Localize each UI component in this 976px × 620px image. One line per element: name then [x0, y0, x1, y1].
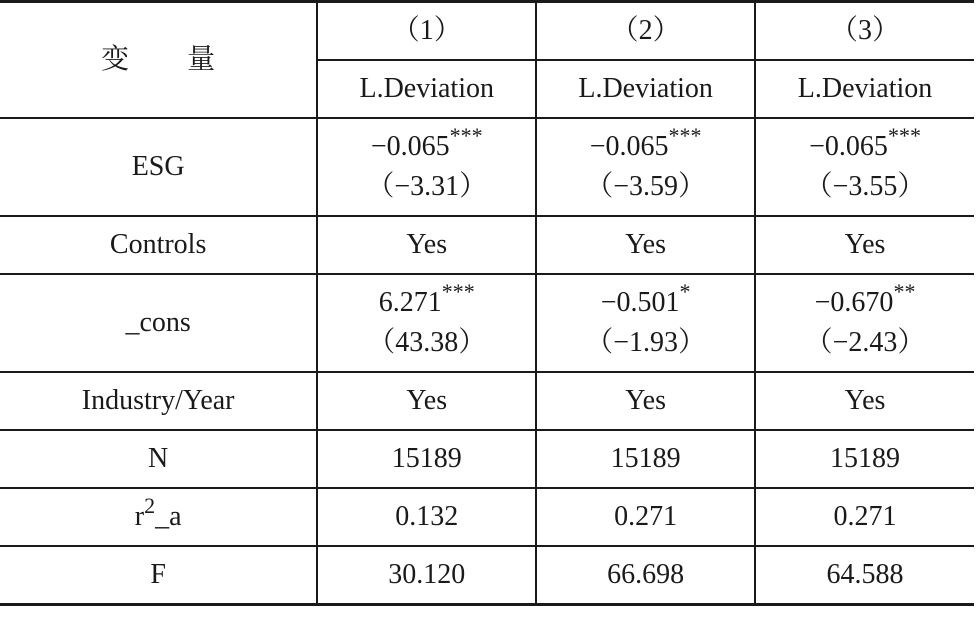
r2a-value-2: 0.271 [536, 488, 755, 546]
esg-stars-1: *** [449, 122, 483, 148]
row-label-controls: Controls [0, 216, 317, 274]
cons-coef-1: 6.271 [378, 287, 442, 318]
esg-stars-3: *** [887, 122, 921, 148]
f-value-1: 30.120 [317, 546, 536, 605]
r2a-value-1: 0.132 [317, 488, 536, 546]
cons-cell-2 [536, 274, 755, 372]
cons-stars-2: * [679, 278, 691, 304]
cons-tstat-3: （−2.43） [804, 327, 926, 358]
cons-tstat-1: （43.38） [367, 327, 487, 358]
row-label-r2a [0, 488, 317, 546]
row-label-industry-year: Industry/Year [0, 372, 317, 430]
esg-cell-2 [536, 118, 755, 216]
model-number-1: （1） [317, 2, 536, 61]
model-number-3: （3） [755, 2, 974, 61]
controls-value-3: Yes [755, 216, 974, 274]
header-row-model-numbers [0, 2, 974, 61]
esg-coef-1: −0.065 [370, 131, 450, 162]
fe-value-1: Yes [317, 372, 536, 430]
row-label-f: F [0, 546, 317, 605]
esg-coef-2: −0.065 [589, 131, 669, 162]
r2a-label-base: r [134, 501, 145, 532]
table-row-cons [0, 274, 974, 372]
esg-stars-2: *** [668, 122, 702, 148]
variable-header [0, 2, 317, 119]
n-value-1: 15189 [317, 430, 536, 488]
model-number-2: （2） [536, 2, 755, 61]
fe-value-3: Yes [755, 372, 974, 430]
esg-tstat-3: （−3.55） [804, 171, 926, 202]
row-label-esg: ESG [0, 118, 317, 216]
esg-coef-3: −0.065 [809, 131, 888, 162]
esg-tstat-2: （−3.59） [585, 171, 707, 202]
dep-var-1: L.Deviation [317, 60, 536, 118]
cons-tstat-2: （−1.93） [585, 327, 707, 358]
cons-stars-3: ** [893, 278, 916, 304]
cons-coef-3: −0.670 [814, 287, 894, 318]
variable-header-char-1: 变 [101, 44, 130, 75]
row-label-cons: _cons [0, 274, 317, 372]
fe-value-2: Yes [536, 372, 755, 430]
esg-cell-1 [317, 118, 536, 216]
dep-var-3: L.Deviation [755, 60, 974, 118]
f-value-2: 66.698 [536, 546, 755, 605]
n-value-3: 15189 [755, 430, 974, 488]
table-row-r2a [0, 488, 974, 546]
table-row-fixed-effects [0, 372, 974, 430]
table-row-controls [0, 216, 974, 274]
r2a-value-3: 0.271 [755, 488, 974, 546]
cons-coef-2: −0.501 [600, 287, 680, 318]
table-row-esg [0, 118, 974, 216]
cons-cell-3 [755, 274, 974, 372]
controls-value-2: Yes [536, 216, 755, 274]
cons-stars-1: *** [441, 278, 475, 304]
dep-var-2: L.Deviation [536, 60, 755, 118]
r2a-label-sup: 2 [144, 492, 156, 518]
n-value-2: 15189 [536, 430, 755, 488]
cons-cell-1 [317, 274, 536, 372]
f-value-3: 64.588 [755, 546, 974, 605]
r2a-label-rest: _a [155, 501, 182, 532]
row-label-n: N [0, 430, 317, 488]
variable-header-char-2: 量 [187, 44, 216, 75]
controls-value-1: Yes [317, 216, 536, 274]
table-row-f [0, 546, 974, 605]
esg-cell-3 [755, 118, 974, 216]
esg-tstat-1: （−3.31） [366, 171, 488, 202]
table-row-n [0, 430, 974, 488]
